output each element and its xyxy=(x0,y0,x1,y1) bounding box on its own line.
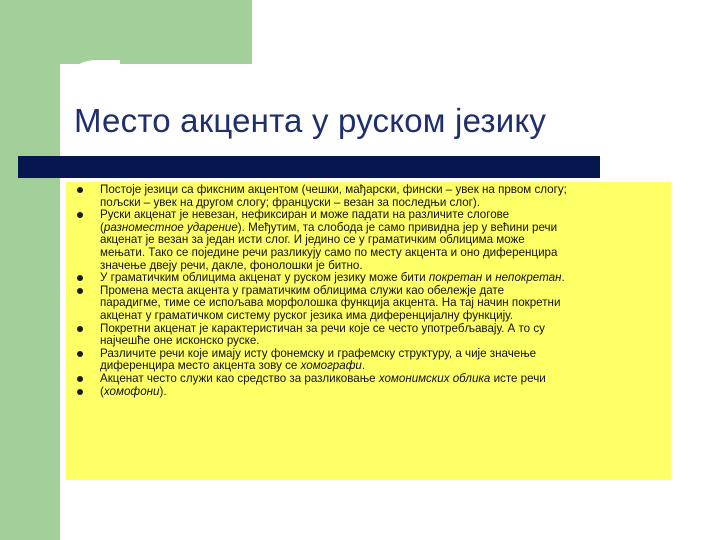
bullet-dot-icon xyxy=(77,376,83,382)
bullet-dot-icon xyxy=(77,288,83,294)
bullet-dot-icon xyxy=(77,250,83,256)
bullet-dot-icon xyxy=(77,263,83,269)
text-run: пољски – увек на другом слогу; француски – везан за последњи слог). xyxy=(100,195,480,209)
italic-term: хомофони xyxy=(103,384,160,398)
text-run: акценат је везан за један исти слог. И једино се у граматичким облицима може xyxy=(100,233,525,247)
bullet-dot-icon xyxy=(77,212,83,218)
bullet-dot-icon xyxy=(77,200,83,206)
text-run: најчешће оне исконско руске. xyxy=(100,334,260,348)
text-run: Руски акценат је невезан, нефиксиран и може падати на различите слогове xyxy=(100,208,510,222)
text-run: Акценат често служи као средство за разликовање xyxy=(100,371,379,385)
bullet-dot-icon xyxy=(77,225,83,231)
bullet-dot-icon xyxy=(77,313,83,319)
italic-term: разноместное ударение xyxy=(103,220,238,234)
slide-title: Место акцента у руском језику xyxy=(74,102,547,139)
bullet-dot-icon xyxy=(77,275,83,281)
text-run: Промена места акцента у граматичким облицима служи као обележје дате xyxy=(100,283,505,297)
text-run: Покретни акценат је карактеристичан за речи које се често употребљавају. А то су xyxy=(100,321,545,335)
text-run: . xyxy=(561,271,565,285)
text-run: значење двеју речи, дакле, фонолошки је битно. xyxy=(100,258,363,272)
text-run: акценат у граматичком систему руског језика има диференцијалну функцију. xyxy=(100,308,514,322)
text-run: ( xyxy=(100,220,104,234)
text-run: и xyxy=(482,271,496,285)
text-run: . xyxy=(361,359,366,373)
green-side-strip xyxy=(0,0,60,540)
italic-term: покретан xyxy=(428,271,483,285)
text-run: мењати. Тако се поједине речи разликују само по месту акцента и оно диференцира xyxy=(100,245,558,259)
bullet-dot-icon xyxy=(77,351,83,357)
text-run: ( xyxy=(100,384,104,398)
bullet-dot-icon xyxy=(77,237,83,243)
title-underline-bar xyxy=(18,156,600,178)
bullet-dot-icon xyxy=(77,326,83,332)
bullet-dot-icon xyxy=(77,300,83,306)
italic-term: хомонимских облика xyxy=(378,371,491,385)
text-run: исте речи xyxy=(490,371,546,385)
bullet-dot-icon xyxy=(77,187,83,193)
bullet-dot-icon xyxy=(77,338,83,344)
bullet-dot-icon xyxy=(77,363,83,369)
bullet-list xyxy=(72,184,668,398)
text-line xyxy=(72,386,668,399)
text-run: парадигме, тиме се испољава морфолошка функција акцента. На тај начин покретни xyxy=(100,296,561,310)
text-run: ). Међутим, та слобода је само привидна јер у већини речи xyxy=(237,220,558,234)
italic-term: хомографи xyxy=(300,359,362,373)
text-run: Постоје језици са фиксним акцентом (чешки, мађарски, фински – увек на првом слогу; xyxy=(100,183,567,196)
text-run: диференцира место акцента зову се xyxy=(100,359,301,373)
italic-term: непокретан xyxy=(495,271,562,285)
text-run: ). xyxy=(159,384,167,398)
text-run: Различите речи које имају исту фонемску и графемску структуру, а чије значење xyxy=(100,346,537,360)
text-run: У граматичким облицима акценат у руском језику може бити xyxy=(100,271,429,285)
bullet-dot-icon xyxy=(77,389,83,395)
